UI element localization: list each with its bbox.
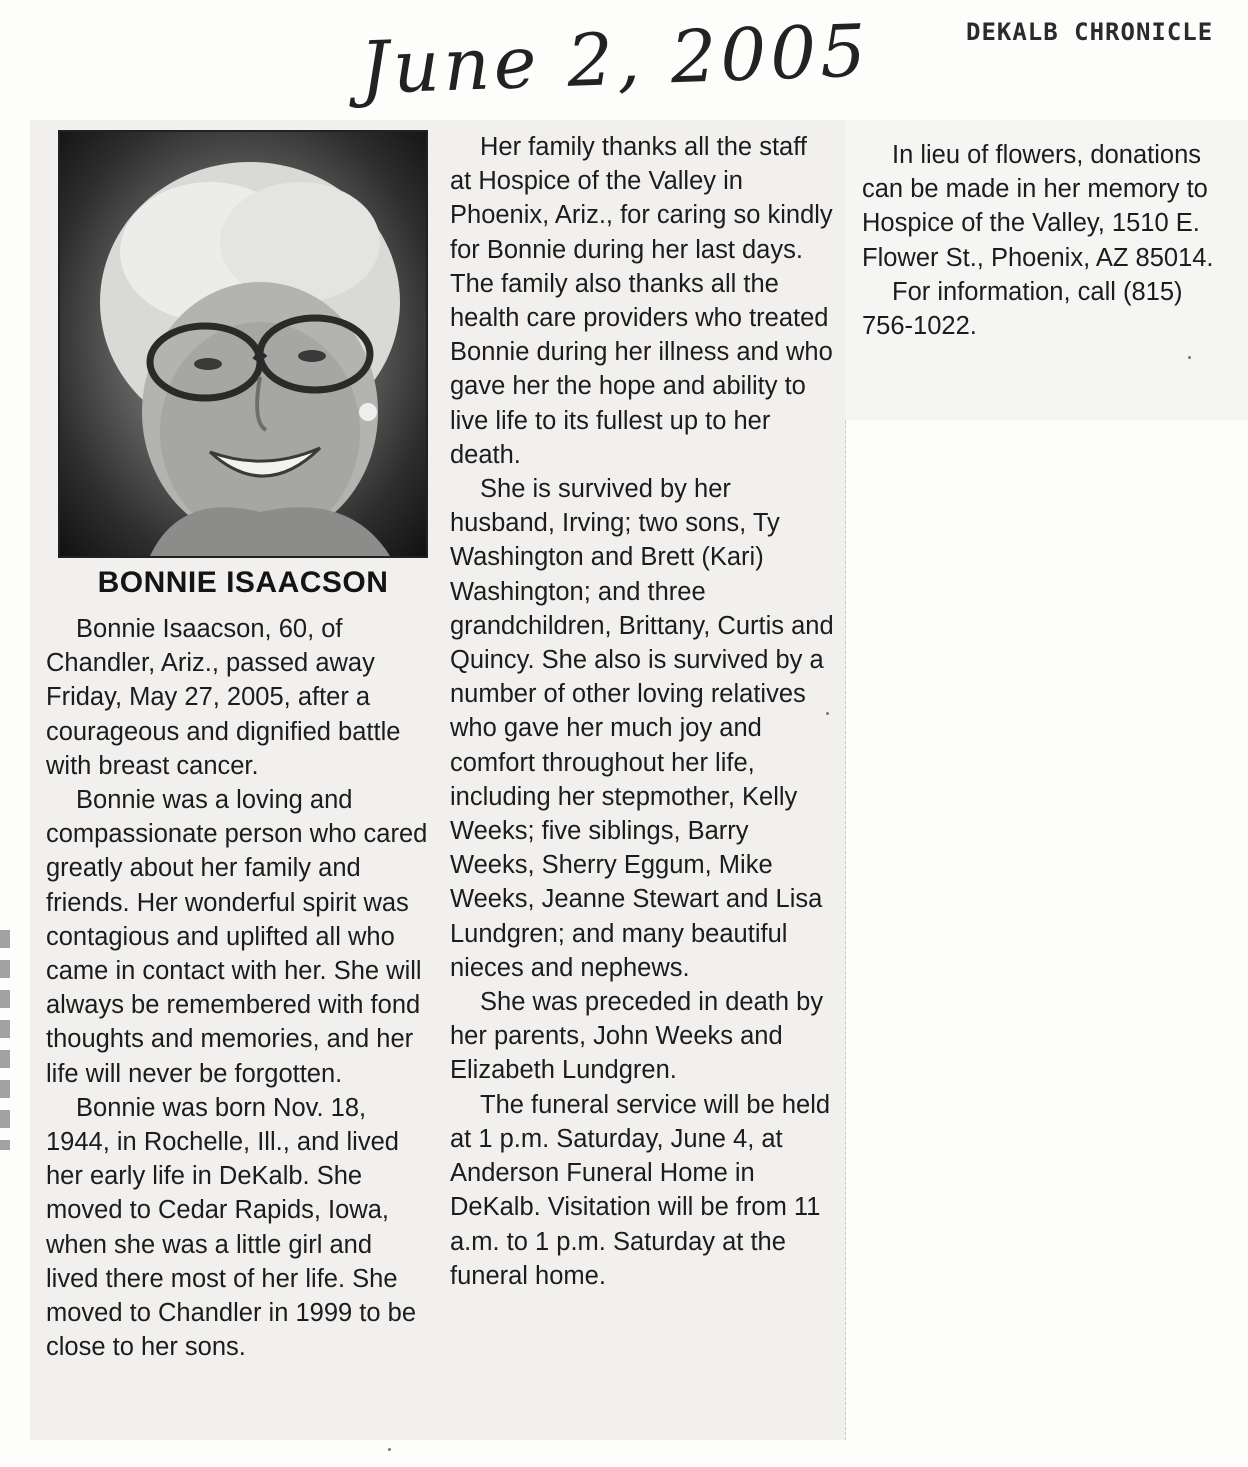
text-column-3 xyxy=(862,138,1232,343)
paragraph: Bonnie was born Nov. 18, 1944, in Rochelle, Ill., and lived her early life in DeKalb. She moved to Cedar Rapids, Iowa, when she was a little girl and lived there most of her life. She moved to Chandler in 1999 to be close to her sons. xyxy=(46,1093,416,1362)
text-column-1 xyxy=(46,612,428,1364)
obituary-name: BONNIE ISAACSON xyxy=(97,566,389,599)
paragraph: She is survived by her husband, Irving; two sons, Ty Washington and Brett (Kari) Washington; and three grandchildren, Brittany, Curtis and Quincy. She also is survived by a number of other loving relatives who gave her much joy and comfort throughout her life, including her stepmother, Kelly Weeks; five siblings, Barry Weeks, Sherry Eggum, Mike Weeks, Jeanne Stewart and Lisa Lundgren; and many beautiful nieces and nephews. xyxy=(450,475,834,982)
paragraph: She was preceded in death by her parents, John Weeks and Elizabeth Lundgren. xyxy=(450,988,824,1085)
handwritten-date: June 2, 2005 xyxy=(358,8,872,111)
print-speck xyxy=(388,1448,391,1451)
paragraph: For information, call (815) 756-1022. xyxy=(862,277,1183,341)
paragraph: Bonnie was a loving and compassionate person who cared greatly about her family and friends. Her wonderful spirit was contagious and uplifted all who came in contact with her. She will always be remembered with fond thoughts and memories, and her life will never be forgotten. xyxy=(46,786,428,1088)
paragraph: The funeral service will be held at 1 p.m. Saturday, June 4, at Anderson Funeral Home in DeKalb. Visitation will be from 11 a.m. to 1 p.m. Saturday at the funeral home. xyxy=(450,1090,831,1290)
print-speck xyxy=(826,712,829,715)
paragraph: Her family thanks all the staff at Hospice of the Valley in Phoenix, Ariz., for caring so kindly for Bonnie during her last days. The family also thanks all the health care providers who treated Bonnie during her illness and who gave her the hope and ability to live life to its fullest up to her death. xyxy=(450,133,833,469)
text-column-2 xyxy=(450,130,834,1293)
print-speck xyxy=(1188,356,1191,359)
paragraph: Bonnie Isaacson, 60, of Chandler, Ariz., passed away Friday, May 27, 2005, after a courageous and dignified battle with breast cancer. xyxy=(46,615,401,780)
newspaper-masthead: DEKALB CHRONICLE xyxy=(966,18,1214,46)
paragraph: In lieu of flowers, donations can be made in her memory to Hospice of the Valley, 1510 E. Flower St., Phoenix, AZ 85014. xyxy=(862,141,1214,272)
portrait-illustration xyxy=(60,132,426,556)
torn-edge-marks xyxy=(0,930,10,1150)
portrait-photo xyxy=(58,130,428,558)
